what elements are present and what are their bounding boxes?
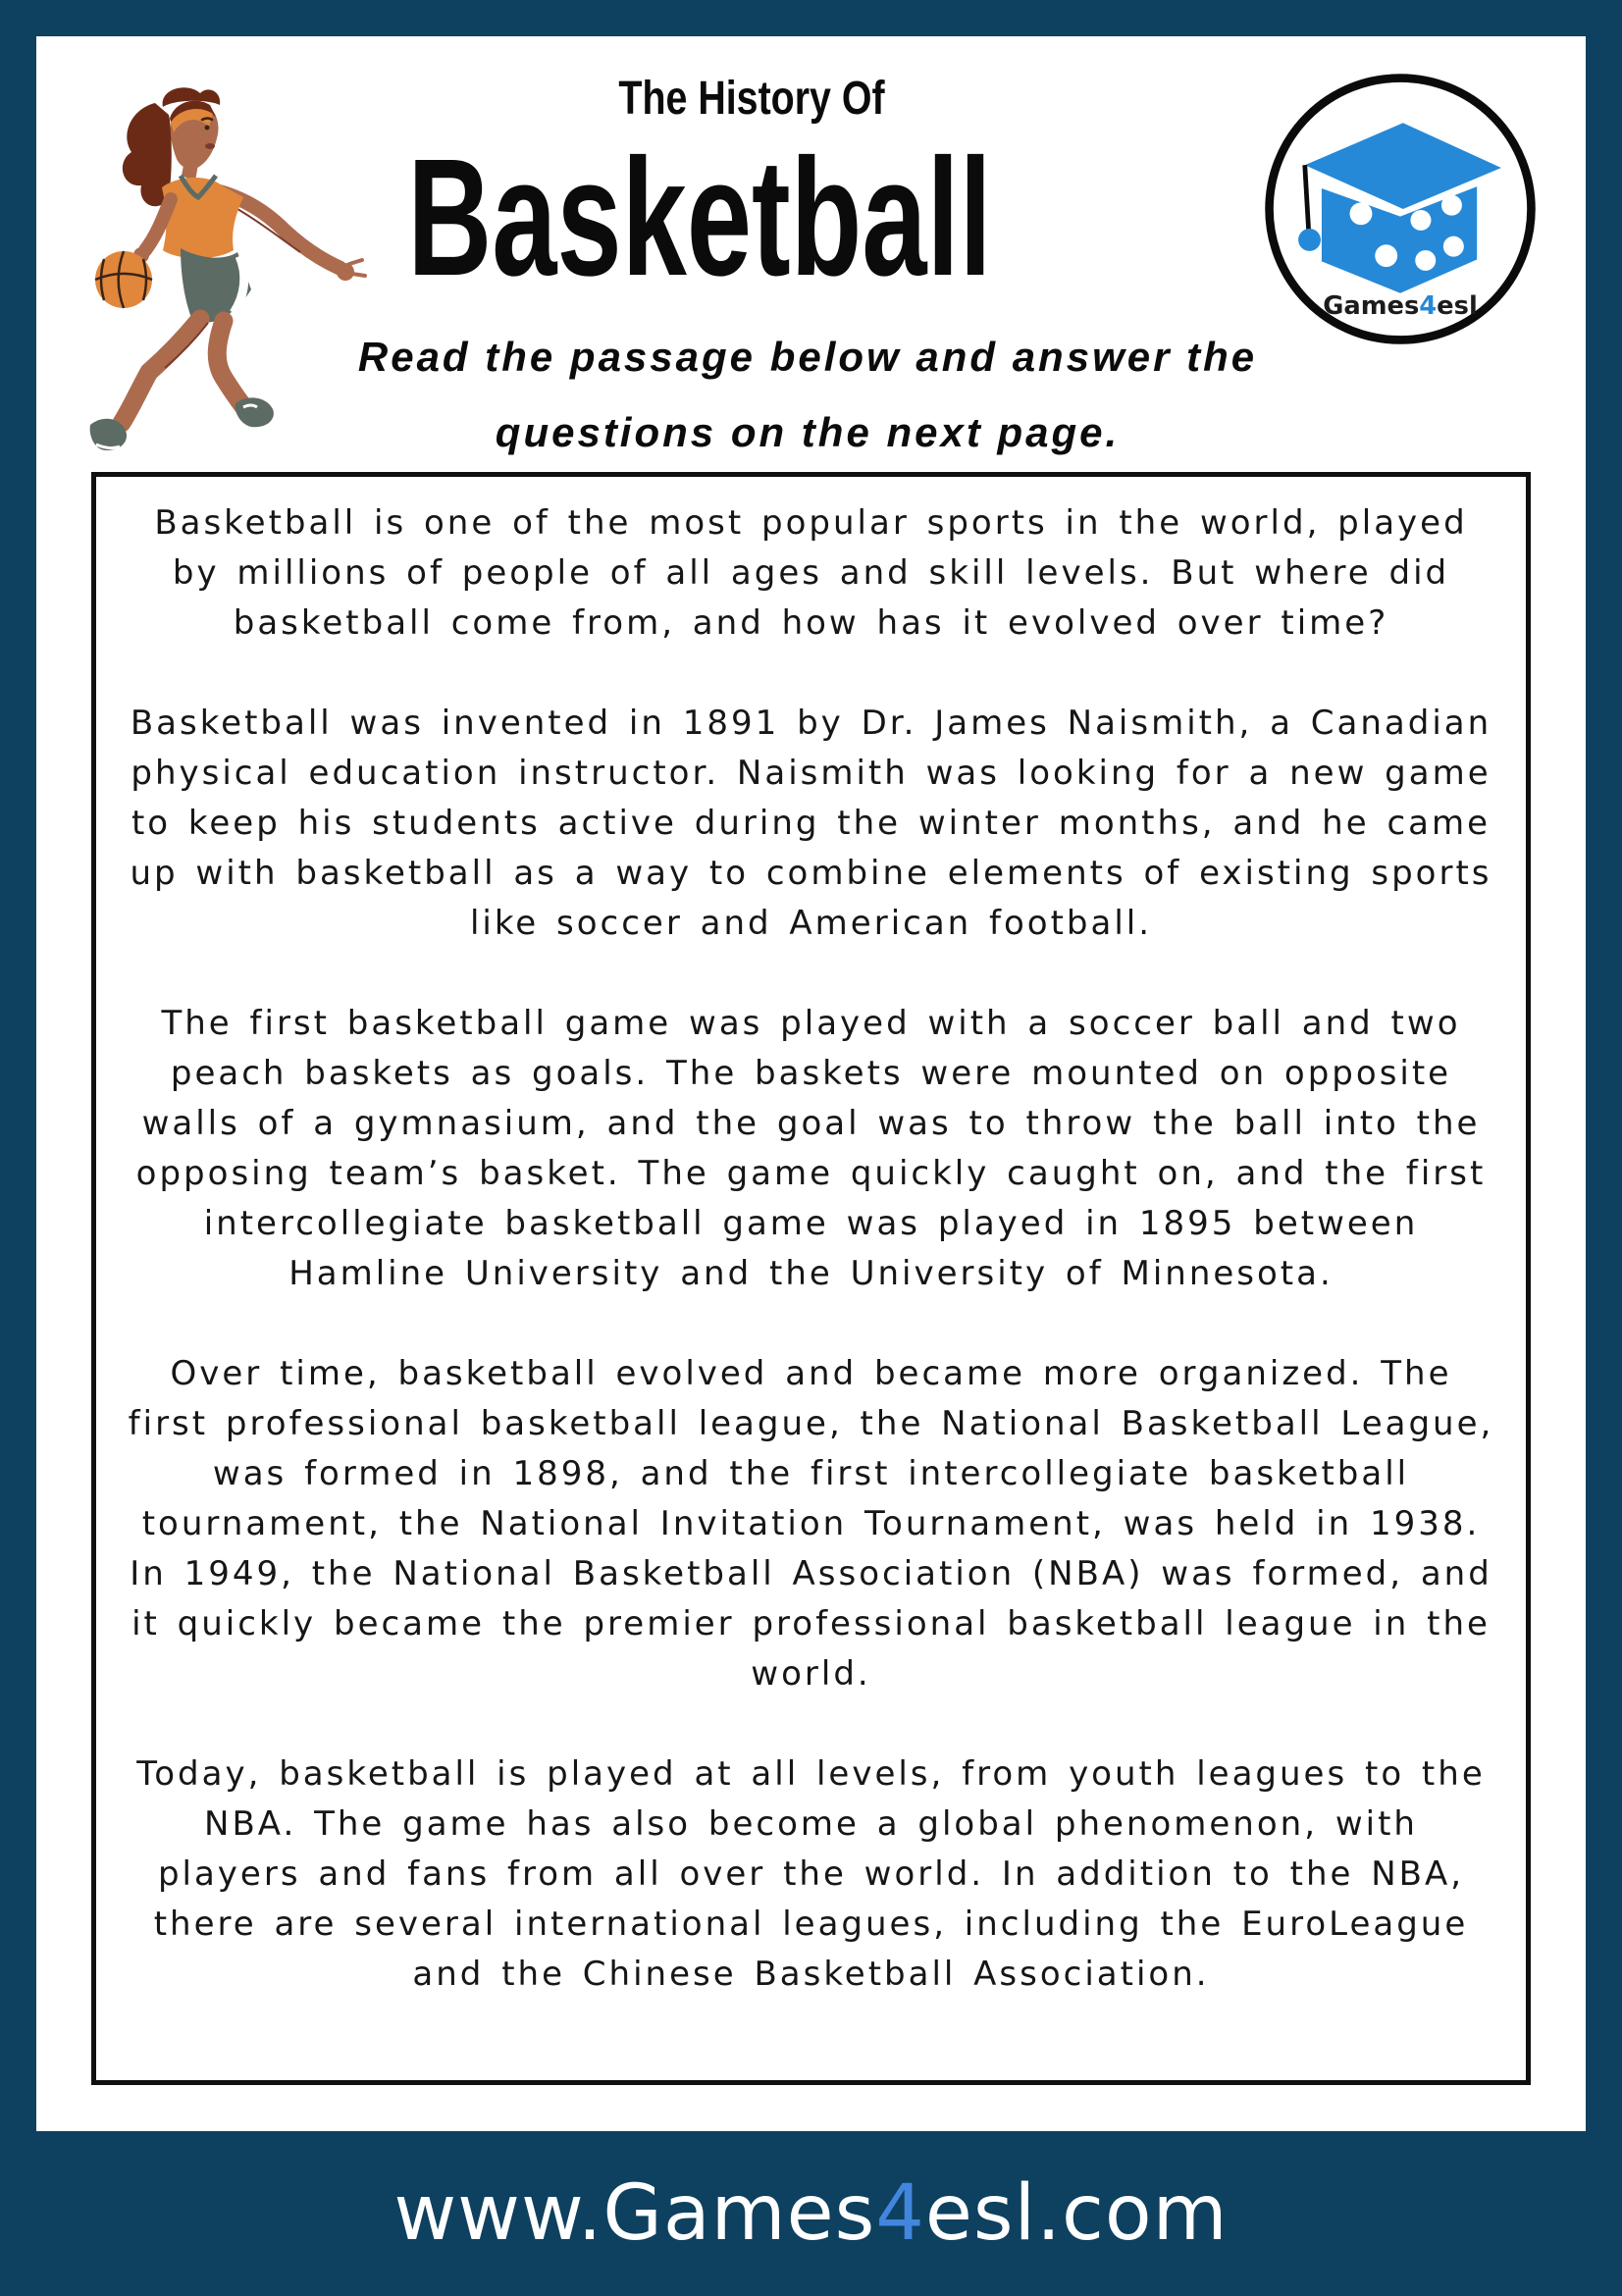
passage-box bbox=[91, 472, 1531, 2085]
passage-paragraph: Today, basketball is played at all levels, from youth leagues to the NBA. The game has also become a global phenomenon, with players and fans from all over the world. In addition to the NBA, there are several international leagues, including the EuroLeague and the Chinese Basketball Association. bbox=[136, 1754, 1486, 1994]
graduation-cap-dice-icon bbox=[1260, 69, 1541, 349]
page-footer bbox=[0, 2131, 1622, 2296]
logo-text-prefix: Games bbox=[1323, 290, 1420, 321]
instruction-line-1: Read the passage below and answer the bbox=[357, 334, 1258, 380]
instruction-line-2: questions on the next page. bbox=[495, 409, 1121, 455]
footer-url-four: 4 bbox=[875, 2169, 925, 2258]
page-subtitle: The History Of bbox=[618, 73, 885, 125]
passage-paragraph: Over time, basketball evolved and became more organized. The first professional basketball league, the National Basketball League, was formed in 1898, and the first intercollegiate basketball tournament, the National Invitation Tournament, was held in 1938. In 1949, the National Basketball Association (NBA) was formed, and it quickly became the premier professional basketball league in the world. bbox=[128, 1354, 1494, 1694]
page-title: Basketball bbox=[407, 125, 992, 311]
logo-text-four: 4 bbox=[1419, 290, 1438, 321]
page-content bbox=[36, 36, 1586, 2131]
footer-url-suffix: esl.com bbox=[924, 2169, 1229, 2258]
svg-text:Games4esl bbox=[1323, 291, 1478, 321]
passage-paragraph: Basketball was invented in 1891 by Dr. James Naismith, a Canadian physical education instructor. Naismith was looking for a new game to keep his students active during the winter months, and he came up with basketball as a way to combine elements of existing sports like soccer and American football. bbox=[130, 704, 1492, 943]
footer-url-prefix: www.Games bbox=[393, 2169, 876, 2258]
games4esl-logo bbox=[1260, 69, 1541, 349]
passage-paragraph: Basketball is one of the most popular sports in the world, played by millions of people of all ages and skill levels. But where did basketball come from, and how has it evolved over time? bbox=[154, 503, 1468, 643]
logo-text-suffix: esl bbox=[1437, 290, 1478, 321]
passage-paragraphs bbox=[126, 498, 1496, 2000]
passage-paragraph: The first basketball game was played with a soccer ball and two peach baskets as goals. The baskets were mounted on opposite walls of a gymnasium, and the goal was to throw the ball into the opposing team’s basket. The game quickly caught on, and the first intercollegiate basketball game was played in 1895 between Hamline University and the University of Minnesota. bbox=[135, 1004, 1487, 1293]
